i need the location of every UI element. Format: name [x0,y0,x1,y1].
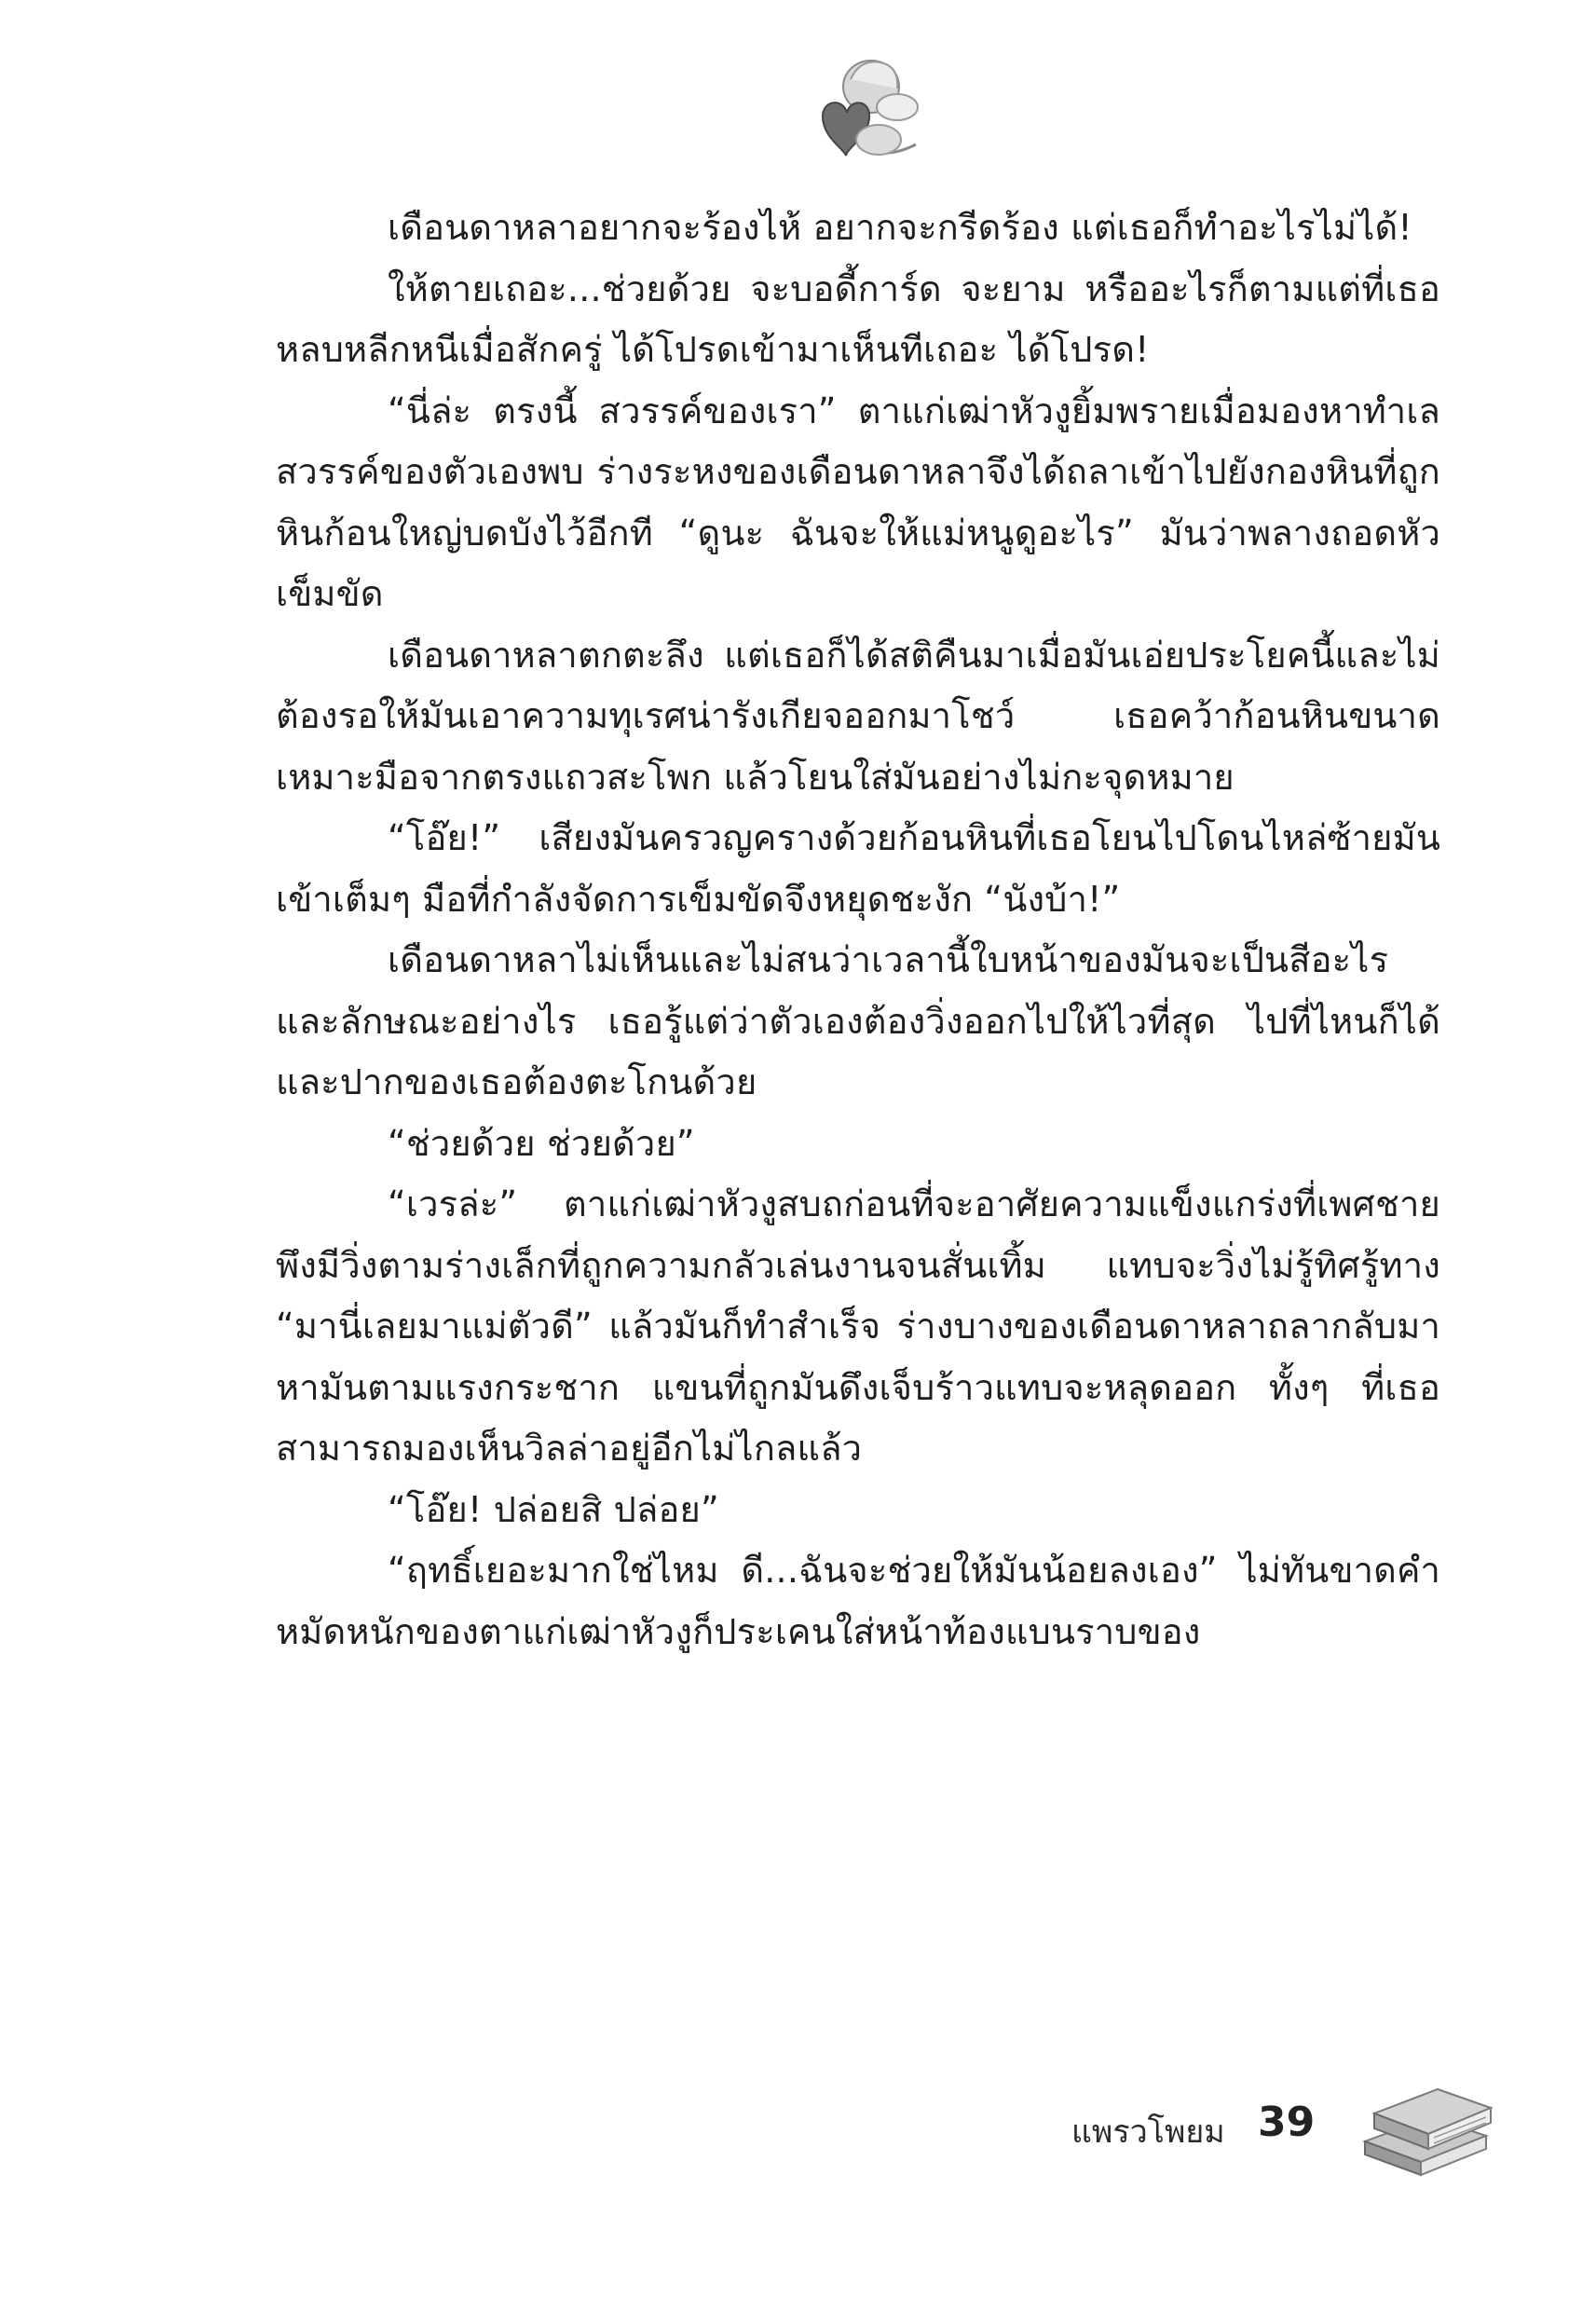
paragraph: เดือนดาหลาอยากจะร้องไห้ อยากจะกรีดร้อง แต่เธอก็ทำอะไรไม่ได้! [388,207,1412,248]
paragraph: “เวรล่ะ” ตาแก่เฒ่าหัวงูสบถก่อนที่จะอาศัยความแข็งแกร่งที่เพศชายพึงมีวิ่งตามร่างเล็กที่ถูกความกลัวเล่นงานจนสั่นเทิ้ม แทบจะวิ่งไม่รู้ทิศรู้ทาง “มานี่เลยมาแม่ตัวดี” แล้วมันก็ทำสำเร็จ ร่างบางของเดือนดาหลาถลากลับมาหามันตามแรงกระชาก แขนที่ถูกมันดึงเจ็บร้าวแทบจะหลุดออก ทั้งๆ ที่เธอสามารถมองเห็นวิลล่าอยู่อีกไม่ไกลแล้ว [276,1183,1440,1469]
paragraph: “โอ๊ย!” เสียงมันครวญครางด้วยก้อนหินที่เธอโยนไปโดนไหล่ซ้ายมันเข้าเต็มๆ มือที่กำลังจัดการเข็มขัดจึงหยุดชะงัก “นังบ้า!” [276,817,1440,920]
paragraph: “โอ๊ย! ปล่อยสิ ปล่อย” [388,1488,719,1530]
page-number: 39 [1258,2099,1316,2146]
book-title-footer: แพรวโพยม [1071,2113,1225,2151]
paragraph: “ฤทธิ์เยอะมากใช่ไหม ดี...ฉันจะช่วยให้มันน้อยลงเอง” ไม่ทันขาดคำ หมัดหนักของตาแก่เฒ่าหัวงูก็ประเคนใส่หน้าท้องแบนราบของ [276,1550,1440,1652]
cupid-with-heart-icon [795,51,925,172]
stacked-books-icon [1356,2069,1495,2181]
body-text [276,198,1440,1662]
paragraph: ให้ตายเถอะ...ช่วยด้วย จะบอดี้การ์ด จะยาม หรืออะไรก็ตามแต่ที่เธอหลบหลีกหนีเมื่อสักครู่ ได้โปรดเข้ามาเห็นทีเถอะ ได้โปรด! [276,267,1440,370]
paragraph: เดือนดาหลาไม่เห็นและไม่สนว่าเวลานี้ใบหน้าของมันจะเป็นสีอะไรและลักษณะอย่างไร เธอรู้แต่ว่าตัวเองต้องวิ่งออกไปให้ไวที่สุด ไปที่ไหนก็ได้ และปากของเธอต้องตะโกนด้วย [276,939,1440,1102]
paragraph: “นี่ล่ะ ตรงนี้ สวรรค์ของเรา” ตาแก่เฒ่าหัวงูยิ้มพรายเมื่อมองหาทำเลสวรรค์ของตัวเองพบ ร่างระหงของเดือนดาหลาจึงได้ถลาเข้าไปยังกองหินที่ถูกหินก้อนใหญ่บดบังไว้อีกที “ดูนะ ฉันจะให้แม่หนูดูอะไร” มันว่าพลางถอดหัวเข็มขัด [276,390,1440,614]
paragraph: “ช่วยด้วย ช่วยด้วย” [388,1122,695,1164]
paragraph: เดือนดาหลาตกตะลึง แต่เธอก็ได้สติคืนมาเมื่อมันเอ่ยประโยคนี้และไม่ต้องรอให้มันเอาความทุเรศน่ารังเกียจออกมาโชว์ เธอคว้าก้อนหินขนาดเหมาะมือจากตรงแถวสะโพก แล้วโยนใส่มันอย่างไม่กะจุดหมาย [276,634,1440,798]
